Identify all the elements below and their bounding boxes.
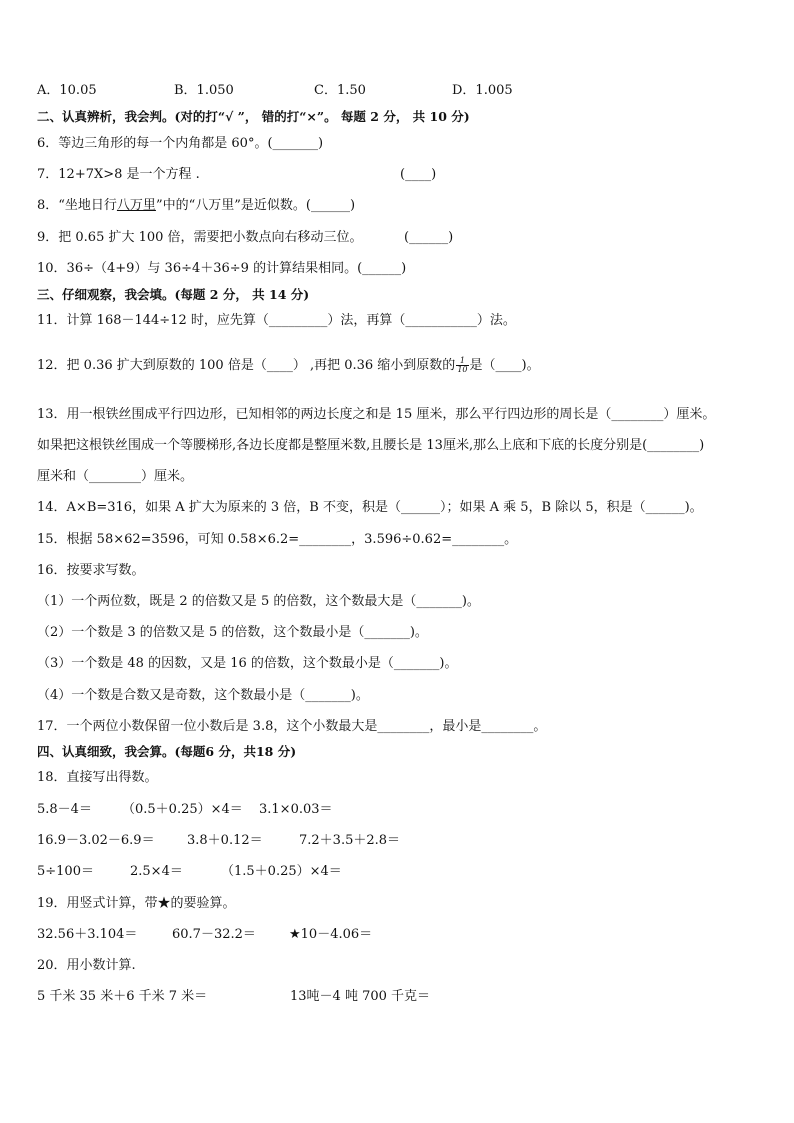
calc-item: 5.8－4＝ — [37, 802, 92, 817]
calc-item: 3.1×0.03＝ — [259, 802, 333, 817]
question-7-blank: (____) — [400, 167, 437, 182]
section-4-heading: 四、认真细致，我会算。(每题6 分，共18 分) — [37, 744, 297, 759]
question-8 — [37, 197, 355, 215]
question-12 — [37, 357, 540, 375]
question-12-post: 是（____)。 — [469, 358, 540, 373]
calc-item: ★10－4.06＝ — [289, 927, 373, 942]
question-20-items — [37, 988, 757, 1006]
option-d: D．1.005 — [452, 83, 513, 98]
question-19-items — [37, 926, 757, 944]
question-18: 18．直接写出得数。 — [37, 770, 158, 785]
section-2-heading: 二、认真辨析，我会判。(对的打“√ ”， 错的打“×”。 每题 2 分， 共 10 分) — [37, 109, 470, 124]
question-13-line-3: 厘米和（________）厘米。 — [37, 469, 194, 484]
option-a: A．10.05 — [37, 83, 97, 98]
option-b: B．1.050 — [174, 83, 234, 98]
question-10: 10．36÷（4+9）与 36÷4＋36÷9 的计算结果相同。(______) — [37, 261, 407, 276]
calc-item: 7.2＋3.5＋2.8＝ — [299, 833, 401, 848]
question-7 — [37, 166, 757, 184]
fraction-denominator: 10 — [457, 365, 468, 374]
question-16-item-3: （3）一个数是 48 的因数，又是 16 的倍数，这个数最小是（_______)。 — [37, 656, 458, 671]
question-7-text: 7．12+7X>8 是一个方程 . — [37, 167, 200, 182]
question-14: 14．A×B=316，如果 A 扩大为原来的 3 倍，B 不变，积是（______）；如果 A 乘 5，B 除以 5，积是（______)。 — [37, 500, 703, 515]
question-9-blank: (______) — [404, 230, 454, 245]
question-9-text: 9．把 0.65 扩大 100 倍，需要把小数点向右移动三位。 — [37, 230, 363, 245]
calc-item: 32.56＋3.104＝ — [37, 927, 138, 942]
question-17: 17．一个两位小数保留一位小数后是 3.8，这个小数最大是________，最小是________。 — [37, 719, 547, 734]
question-15: 15．根据 58×62=3596，可知 0.58×6.2=________，3.596÷0.62=________。 — [37, 532, 518, 547]
question-20: 20．用小数计算. — [37, 958, 136, 973]
calc-row-1 — [37, 801, 757, 819]
question-12-pre: 12．把 0.36 扩大到原数的 100 倍是（____） ,再把 0.36 缩小到原数的 — [37, 358, 456, 373]
question-8-post: ”中的“八万里”是近似数。(______) — [155, 198, 356, 213]
fraction-one-tenth — [456, 357, 468, 374]
option-c: C．1.50 — [314, 83, 366, 98]
calc-item: 2.5×4＝ — [130, 864, 183, 879]
calc-item: （1.5＋0.25）×4＝ — [221, 864, 342, 879]
calc-item: 60.7－32.2＝ — [172, 927, 256, 942]
question-9 — [37, 229, 757, 247]
question-16-item-4: （4）一个数是合数又是奇数，这个数最小是（_______)。 — [37, 688, 369, 703]
question-8-underlined: 八万里 — [116, 198, 156, 213]
section-3-heading: 三、仔细观察，我会填。(每题 2 分， 共 14 分) — [37, 287, 310, 302]
question-6: 6．等边三角形的每一个内角都是 60°。(_______) — [37, 136, 324, 151]
calc-row-3 — [37, 863, 757, 881]
q5-options — [37, 82, 757, 100]
calc-item: 5 千米 35 米＋6 千米 7 米＝ — [37, 989, 208, 1004]
calc-item: 3.8＋0.12＝ — [187, 833, 263, 848]
calc-item: 5÷100＝ — [37, 864, 94, 879]
calc-item: （0.5＋0.25）×4＝ — [122, 802, 243, 817]
question-16: 16．按要求写数。 — [37, 563, 145, 578]
fraction-numerator: 1 — [456, 357, 468, 366]
question-19: 19．用竖式计算，带★的要验算。 — [37, 896, 236, 911]
question-8-pre: 8．“坐地日行 — [37, 198, 117, 213]
question-16-item-1: （1）一个两位数，既是 2 的倍数又是 5 的倍数，这个数最大是（_______)。 — [37, 594, 480, 609]
question-11: 11．计算 168－144÷12 时，应先算（_________）法，再算（___________）法。 — [37, 313, 516, 328]
question-13-line-2: 如果把这根铁丝围成一个等腰梯形,各边长度都是整厘米数,且腰长是 13厘米,那么上底和下底的长度分别是(________) — [37, 438, 705, 453]
calc-item: 13吨－4 吨 700 千克＝ — [290, 989, 431, 1004]
calc-row-2 — [37, 832, 757, 850]
question-13-line-1: 13．用一根铁丝围成平行四边形，已知相邻的两边长度之和是 15 厘米，那么平行四边形的周长是（________）厘米。 — [37, 407, 716, 422]
question-16-item-2: （2）一个数是 3 的倍数又是 5 的倍数，这个数最小是（_______)。 — [37, 625, 428, 640]
calc-item: 16.9－3.02－6.9＝ — [37, 833, 155, 848]
